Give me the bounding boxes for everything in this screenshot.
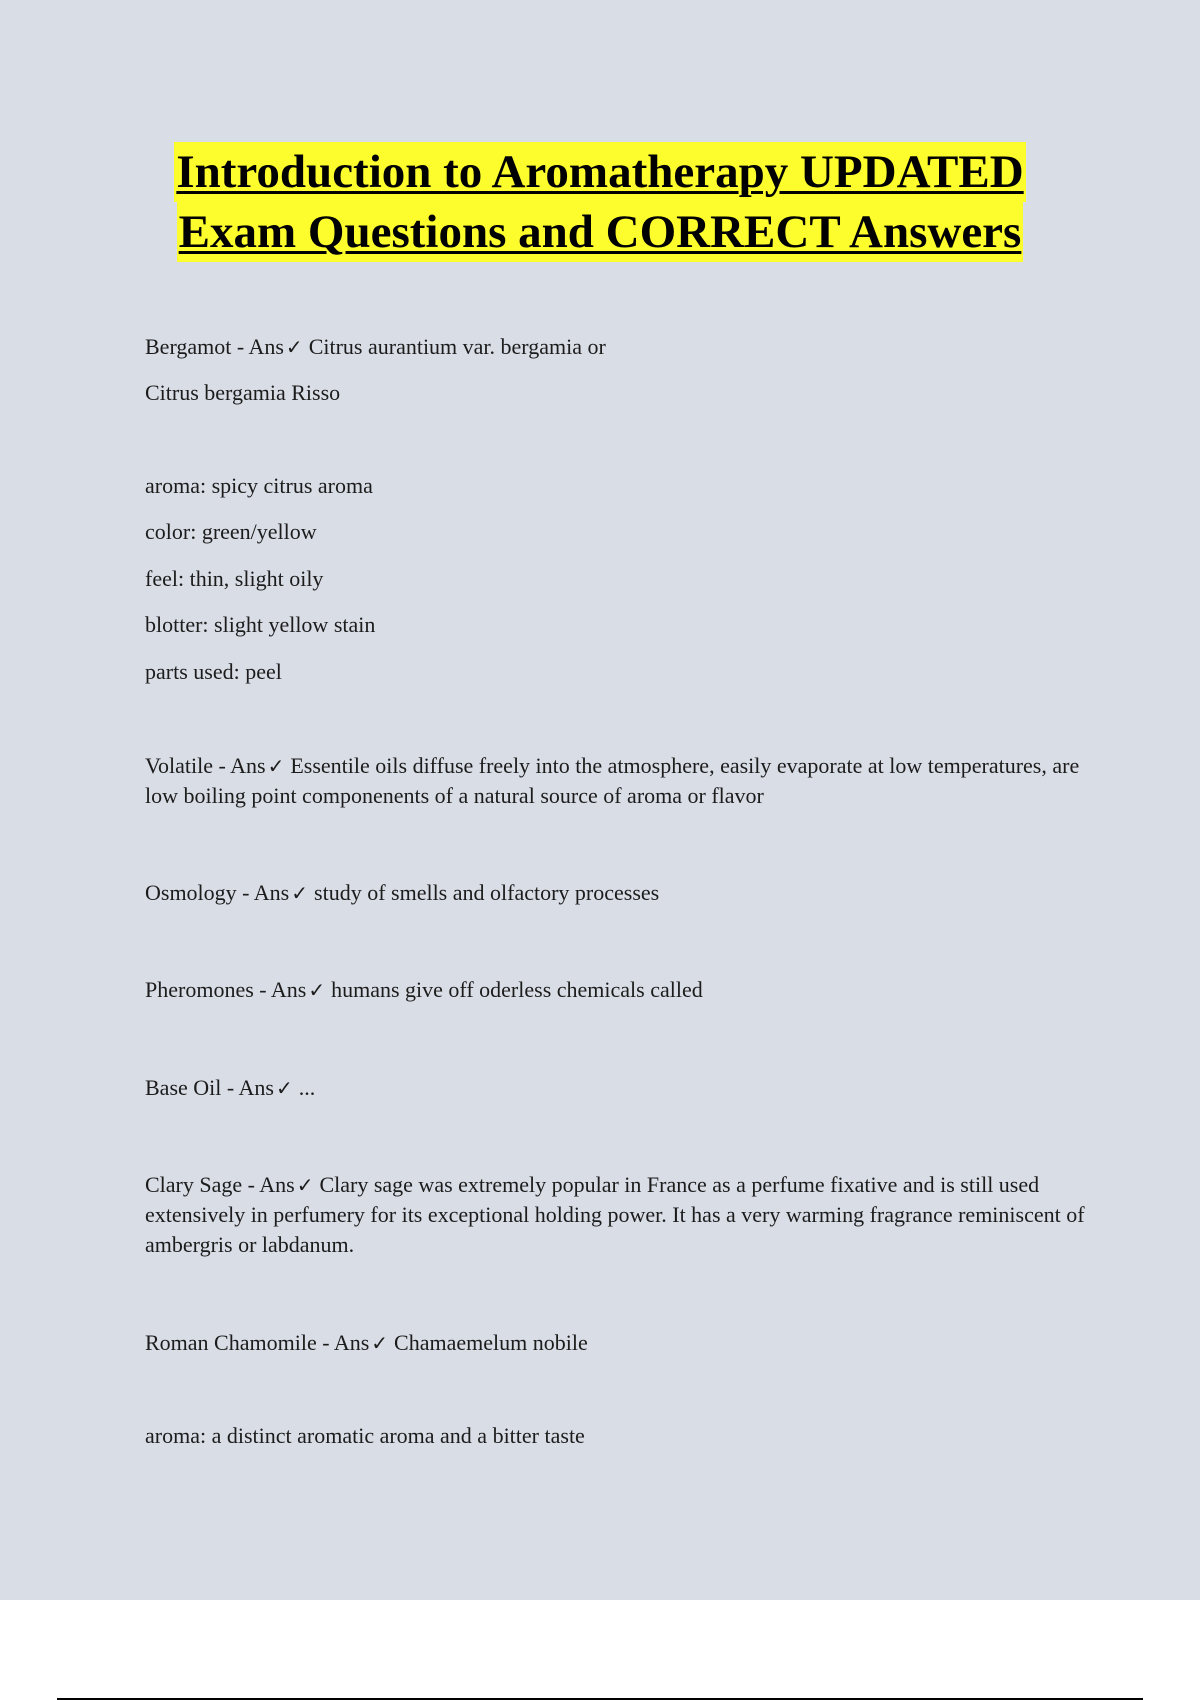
term: Base Oil - Ans — [145, 1075, 274, 1100]
qa-clary-sage — [145, 1170, 1085, 1260]
title-line-2: Exam Questions and CORRECT Answers — [177, 202, 1024, 262]
detail-line: aroma: spicy citrus aroma — [145, 473, 373, 498]
qa-pheromones — [145, 975, 1105, 1005]
term: Pheromones - Ans — [145, 977, 307, 1002]
check-icon: ✓ — [296, 1173, 314, 1197]
detail-line: parts used: peel — [145, 659, 282, 684]
term: Volatile - Ans — [145, 753, 266, 778]
answer: Clary sage was extremely popular in France as a perfume fixative and is still used extensively in perfumery for its exceptional holding power. It has a very warming fragrance reminiscent of ambergris or labdanum. — [145, 1172, 1085, 1257]
check-icon: ✓ — [275, 1076, 293, 1100]
check-icon: ✓ — [308, 978, 326, 1002]
qa-volatile — [145, 751, 1085, 811]
detail-line: blotter: slight yellow stain — [145, 612, 376, 637]
term: Roman Chamomile - Ans — [145, 1330, 370, 1355]
answer: Essentile oils diffuse freely into the atmosphere, easily evaporate at low temperatures, are low boiling point componenents of a natural source of aroma or flavor — [145, 753, 1080, 808]
answer: Chamaemelum nobile — [394, 1330, 588, 1355]
qa-bergamot-continuation: Citrus bergamia Risso — [145, 380, 341, 405]
document-title — [0, 142, 1200, 262]
check-icon: ✓ — [285, 335, 303, 359]
term: Bergamot - Ans — [145, 334, 284, 359]
check-icon: ✓ — [267, 754, 285, 778]
check-icon: ✓ — [291, 881, 309, 905]
qa-roman-chamomile — [145, 1328, 1105, 1358]
answer: ... — [298, 1075, 316, 1100]
term: Osmology - Ans — [145, 880, 290, 905]
detail-line: feel: thin, slight oily — [145, 566, 324, 591]
detail-line: aroma: a distinct aromatic aroma and a bitter taste — [145, 1423, 585, 1448]
qa-osmology — [145, 878, 1105, 908]
answer: study of smells and olfactory processes — [314, 880, 660, 905]
qa-bergamot — [145, 332, 1105, 362]
title-line-1: Introduction to Aromatherapy UPDATED — [174, 142, 1025, 202]
qa-base-oil — [145, 1073, 1105, 1103]
detail-line: color: green/yellow — [145, 519, 317, 544]
check-icon: ✓ — [371, 1331, 389, 1355]
answer: Citrus aurantium var. bergamia or — [308, 334, 606, 359]
answer: humans give off oderless chemicals called — [331, 977, 703, 1002]
term: Clary Sage - Ans — [145, 1172, 295, 1197]
